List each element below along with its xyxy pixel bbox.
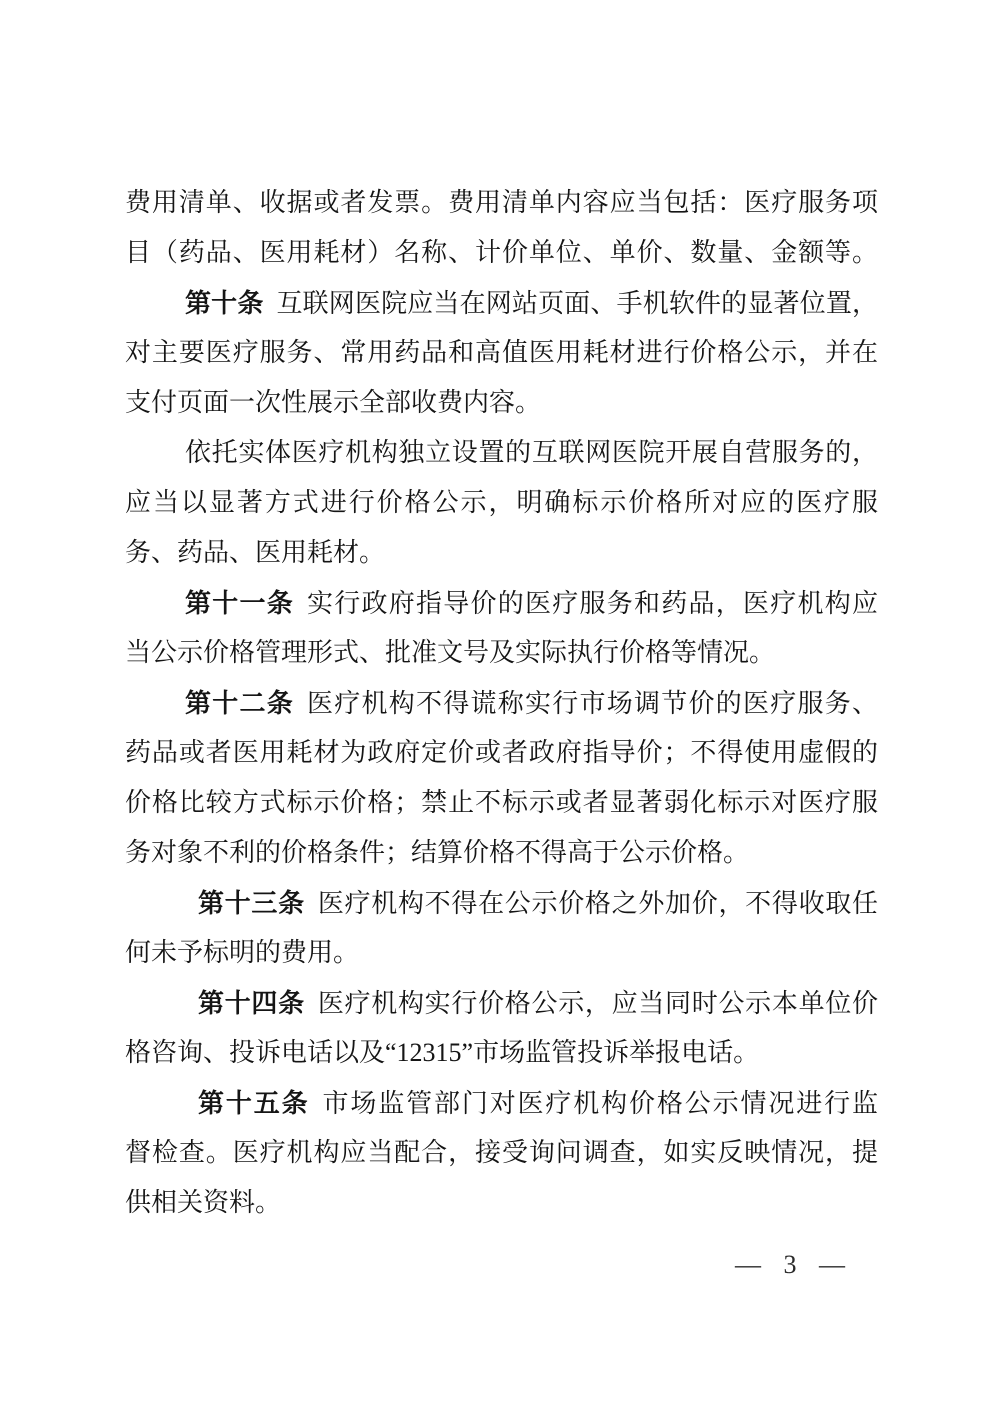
text-line (125, 1078, 878, 1128)
text-line (125, 228, 878, 278)
text-line (125, 728, 878, 778)
text-line (125, 478, 878, 528)
text-line (125, 1178, 878, 1228)
article-number-heading: 第十条 (185, 288, 264, 318)
text-line (125, 878, 878, 928)
text-line (125, 328, 878, 378)
body-text: 依托实体医疗机构独立设置的互联网医院开展自营服务的， (185, 438, 878, 467)
text-line (125, 178, 878, 228)
text-line (125, 378, 878, 428)
body-text: 当公示价格管理形式、批准文号及实际执行价格等情况。 (125, 638, 776, 667)
text-line (125, 678, 878, 728)
text-line (125, 1028, 878, 1078)
article-number-heading: 第十四条 (198, 988, 305, 1018)
body-text: 医疗机构实行价格公示，应当同时公示本单位价 (317, 989, 878, 1018)
text-line (125, 828, 878, 878)
body-text: 务、药品、医用耗材。 (125, 538, 386, 567)
body-text: 价格比较方式标示价格；禁止不标示或者显著弱化标示对医疗服 (125, 788, 878, 817)
text-line (125, 428, 878, 478)
body-text: 对主要医疗服务、常用药品和高值医用耗材进行价格公示，并在 (125, 338, 878, 367)
body-text: 目（药品、医用耗材）名称、计价单位、单价、数量、金额等。 (125, 238, 878, 267)
text-line (125, 978, 878, 1028)
text-line (125, 928, 878, 978)
article-number-heading: 第十三条 (198, 888, 305, 918)
body-text: 医疗机构不得在公示价格之外加价，不得收取任 (317, 889, 878, 918)
body-text: 市场监管部门对医疗机构价格公示情况进行监 (322, 1089, 878, 1118)
article-number-heading: 第十五条 (198, 1088, 310, 1118)
body-text: 费用清单、收据或者发票。费用清单内容应当包括：医疗服务项 (125, 188, 878, 217)
body-text: 格咨询、投诉电话以及“12315”市场监管投诉举报电话。 (125, 1038, 760, 1067)
body-text: 支付页面一次性展示全部收费内容。 (125, 388, 542, 417)
body-text: 实行政府指导价的医疗服务和药品，医疗机构应 (307, 589, 878, 618)
article-number-heading: 第十一条 (185, 588, 294, 618)
body-text: 督检查。医疗机构应当配合，接受询问调查，如实反映情况，提 (125, 1138, 878, 1167)
document-body (125, 178, 878, 1228)
text-line (125, 578, 878, 628)
body-text: 何未予标明的费用。 (125, 938, 360, 967)
body-text: 务对象不利的价格条件；结算价格不得高于公示价格。 (125, 838, 750, 867)
text-line (125, 628, 878, 678)
article-number-heading: 第十二条 (185, 688, 294, 718)
body-text: 药品或者医用耗材为政府定价或者政府指导价；不得使用虚假的 (125, 738, 878, 767)
body-text: 供相关资料。 (125, 1188, 282, 1217)
body-text: 医疗机构不得谎称实行市场调节价的医疗服务、 (307, 689, 878, 718)
body-text: 应当以显著方式进行价格公示，明确标示价格所对应的医疗服 (125, 488, 878, 517)
text-line (125, 528, 878, 578)
text-line (125, 1128, 878, 1178)
text-line (125, 278, 878, 328)
body-text: 互联网医院应当在网站页面、手机软件的显著位置， (276, 289, 878, 318)
text-line (125, 778, 878, 828)
page-number: — 3 — (735, 1250, 845, 1279)
